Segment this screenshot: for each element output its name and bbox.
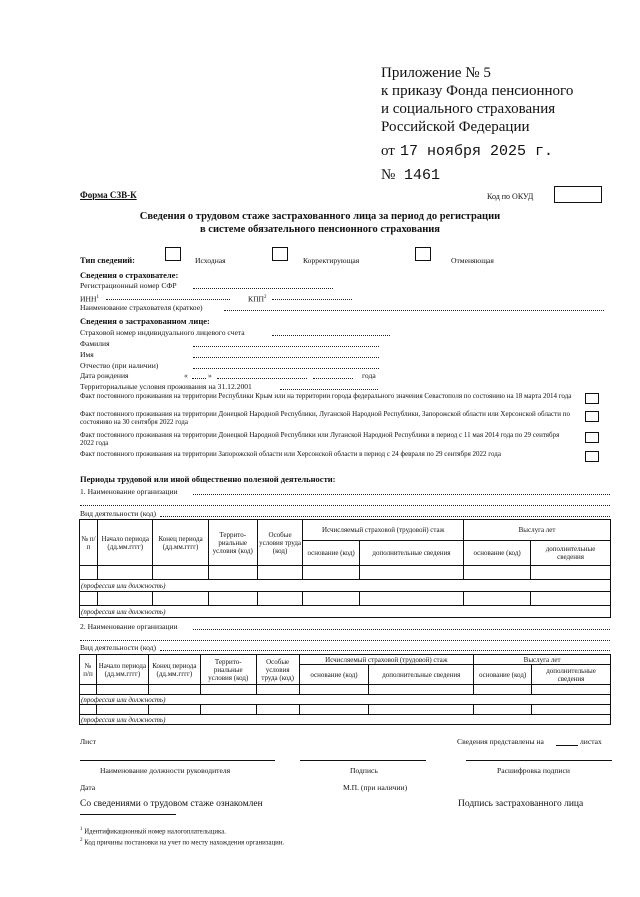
name-field[interactable] — [193, 349, 379, 358]
t1-col-vysluga-extra: дополнительные сведения — [531, 541, 611, 566]
info-type-label: Тип сведений: — [80, 255, 135, 265]
info-type-checkbox-original[interactable] — [165, 247, 181, 261]
insurer-inn-field[interactable] — [106, 291, 230, 300]
table-row[interactable] — [80, 566, 611, 580]
t1-col-stazh-basis: основание (код) — [303, 541, 359, 566]
name-label: Имя — [80, 350, 94, 359]
form-title-line-2: в системе обязательного пенсионного страхования — [199, 224, 440, 235]
sheets-provided-prefix: Сведения представлены на — [457, 737, 544, 746]
birth-year-word: года — [362, 371, 376, 380]
org2-label: 2. Наименование организации — [80, 622, 178, 631]
t1-col-stazh: Исчисляемый страховой (трудовой) стаж — [303, 520, 464, 541]
insurer-inn-label: ИНН$^1$ — [80, 294, 99, 304]
t2-col-special: Особые условия труда (код) — [256, 655, 299, 685]
org1-activity-field[interactable] — [160, 508, 610, 517]
order-number-value: 1461 — [404, 167, 441, 184]
t2-profession-1[interactable]: (профессия или должность) — [80, 695, 611, 705]
org2-field-continued[interactable] — [80, 632, 610, 641]
signature-caption: Подпись — [350, 766, 378, 775]
t2-col-vysluga-basis: основание (код) — [474, 665, 532, 685]
insurer-name-label: Наименование страхователя (краткое) — [80, 303, 203, 312]
info-type-original: Исходная — [195, 256, 226, 265]
t2-col-vysluga-extra: дополнительные сведения — [532, 665, 611, 685]
footnote-1: $^1$ Идентификационный номер налогоплательщика. — [80, 827, 226, 836]
form-name: Форма СЗВ-К — [80, 190, 137, 200]
stamp-label: М.П. (при наличии) — [343, 783, 408, 792]
birth-day-field[interactable] — [192, 370, 206, 379]
org2-field[interactable] — [193, 621, 610, 630]
t2-col-num: № п/п — [80, 655, 97, 685]
sheets-provided-suffix: листах — [580, 737, 602, 746]
order-number-prefix: № — [381, 167, 396, 183]
t1-col-vysluga-basis: основание (код) — [464, 541, 531, 566]
fact-dnr-lnr: Факт постоянного проживания на территории Донецкой Народной Республики или Луганской Народной Республики в период с 11 мая 2014 года по 29 сентября 2022 года — [80, 431, 560, 447]
okud-label: Код по ОКУД — [487, 192, 534, 201]
okud-code-box[interactable] — [554, 186, 602, 203]
snils-label: Страховой номер индивидуального лицевого счета — [80, 328, 245, 337]
fact-crimea-checkbox[interactable] — [585, 393, 599, 404]
fact-new-regions-checkbox[interactable] — [585, 411, 599, 422]
periods-table-1 — [79, 519, 611, 618]
table-row[interactable] — [80, 592, 611, 606]
info-type-cancelling: Отменяющая — [451, 256, 494, 265]
fact-crimea: Факт постоянного проживания на территории Республики Крым или на территории города федерального значения Севастополя по состоянию на 18 марта 2014 года — [80, 392, 572, 400]
surname-label: Фамилия — [80, 339, 110, 348]
date-label: Дата — [80, 783, 96, 792]
info-type-corrective: Корректирующая — [303, 256, 360, 265]
insured-heading: Сведения о застрахованном лице: — [80, 316, 210, 326]
t2-profession-2[interactable]: (профессия или должность) — [80, 715, 611, 725]
org1-activity-label: Вид деятельности (код) — [80, 509, 157, 518]
appendix-line-2: к приказу Фонда пенсионного — [381, 83, 574, 99]
insurer-heading: Сведения о страхователе: — [80, 270, 179, 280]
birth-date-label: Дата рождения — [80, 371, 129, 380]
territorial-2001-label: Территориальные условия проживания на 31.12.2001 — [80, 382, 252, 391]
insurer-reg-number-label: Регистрационный номер СФР — [80, 281, 177, 290]
form-title-line-1: Сведения о трудовом стаже застрахованного лица за период до регистрации — [139, 211, 501, 222]
table-row[interactable] — [80, 685, 611, 695]
org1-label: 1. Наименование организации — [80, 487, 178, 496]
order-date-prefix: от — [381, 143, 395, 159]
snils-field[interactable] — [272, 327, 390, 336]
insurer-reg-number-field[interactable] — [193, 280, 333, 289]
appendix-line-1: Приложение № 5 — [381, 65, 491, 81]
fact-new-regions: Факт постоянного проживания на территории Донецкой Народной Республики, Луганской Народной Республики, Запорожской области или Херсонской области по состоянию на 30 сентября 2022 года — [80, 410, 570, 426]
head-position-field[interactable] — [80, 752, 275, 761]
signature-field[interactable] — [300, 752, 426, 761]
insurer-kpp-label: КПП$^2$ — [248, 294, 267, 304]
t2-col-start: Начало периода (дд.мм.гггг) — [96, 655, 148, 685]
t1-col-start: Начало периода (дд.мм.гггг) — [98, 520, 153, 566]
t2-col-vysluga: Выслуга лет — [474, 655, 611, 665]
head-position-caption: Наименование должности руководителя — [100, 766, 231, 775]
table-row[interactable] — [80, 705, 611, 715]
t1-col-vysluga: Выслуга лет — [464, 520, 611, 541]
birth-month-field[interactable] — [217, 370, 307, 379]
periods-table-2 — [79, 654, 611, 725]
sheet-label: Лист — [80, 737, 96, 746]
info-type-checkbox-corrective[interactable] — [272, 247, 288, 261]
t1-col-end: Конец периода (дд.мм.гггг) — [153, 520, 208, 566]
surname-field[interactable] — [193, 338, 379, 347]
patronymic-field[interactable] — [193, 360, 379, 369]
t1-col-territorial: Террито-риальные условия (код) — [208, 520, 257, 566]
territorial-2001-field[interactable] — [280, 381, 378, 390]
fact-dnr-lnr-checkbox[interactable] — [585, 432, 599, 443]
birth-year-field[interactable] — [313, 370, 353, 379]
birth-day-close-quote: » — [208, 371, 212, 380]
patronymic-label: Отчество (при наличии) — [80, 361, 159, 370]
sheets-count-field[interactable] — [556, 737, 578, 746]
footnote-separator — [80, 813, 176, 815]
appendix-line-4: Российской Федерации — [381, 119, 530, 135]
info-type-checkbox-cancelling[interactable] — [415, 247, 431, 261]
org2-activity-label: Вид деятельности (код) — [80, 643, 157, 652]
t1-profession-1[interactable]: (профессия или должность) — [80, 580, 611, 592]
org1-field[interactable] — [193, 486, 610, 495]
order-date-value: 17 ноября 2025 г. — [400, 143, 554, 160]
birth-day-open-quote: « — [184, 371, 188, 380]
footnote-2: $^2$ Код причины постановки на учет по месту нахождения организации. — [80, 838, 285, 847]
t2-col-territorial: Террито-риальные условия (код) — [200, 655, 256, 685]
t1-col-num: № п/п — [80, 520, 98, 566]
t1-col-stazh-extra: дополнительные сведения — [359, 541, 463, 566]
t2-col-stazh-extra: дополнительные сведения — [369, 665, 474, 685]
t2-col-stazh: Исчисляемый страховой (трудовой) стаж — [299, 655, 474, 665]
t1-profession-2[interactable]: (профессия или должность) — [80, 606, 611, 618]
t1-col-special: Особые условия труда (код) — [257, 520, 303, 566]
insured-signature-label: Подпись застрахованного лица — [458, 799, 584, 809]
signature-decode-field[interactable] — [466, 752, 612, 761]
acquainted-label: Со сведениями о трудовом стаже ознакомлен — [80, 799, 263, 809]
fact-zaporozhye-kherson-checkbox[interactable] — [585, 451, 599, 462]
org1-field-continued[interactable] — [80, 497, 610, 506]
fact-zaporozhye-kherson: Факт постоянного проживания на территории Запорожской области или Херсонской области в период с 24 февраля по 29 сентября 2022 года — [80, 450, 501, 458]
appendix-line-3: и социального страхования — [381, 101, 556, 117]
insurer-name-field[interactable] — [224, 302, 604, 311]
t2-col-stazh-basis: основание (код) — [299, 665, 369, 685]
t2-col-end: Конец периода (дд.мм.гггг) — [148, 655, 200, 685]
org2-activity-field[interactable] — [160, 642, 610, 651]
signature-decode-caption: Расшифровка подписи — [497, 766, 570, 775]
insurer-kpp-field[interactable] — [272, 291, 352, 300]
periods-heading: Периоды трудовой или иной общественно полезной деятельности: — [80, 474, 336, 484]
